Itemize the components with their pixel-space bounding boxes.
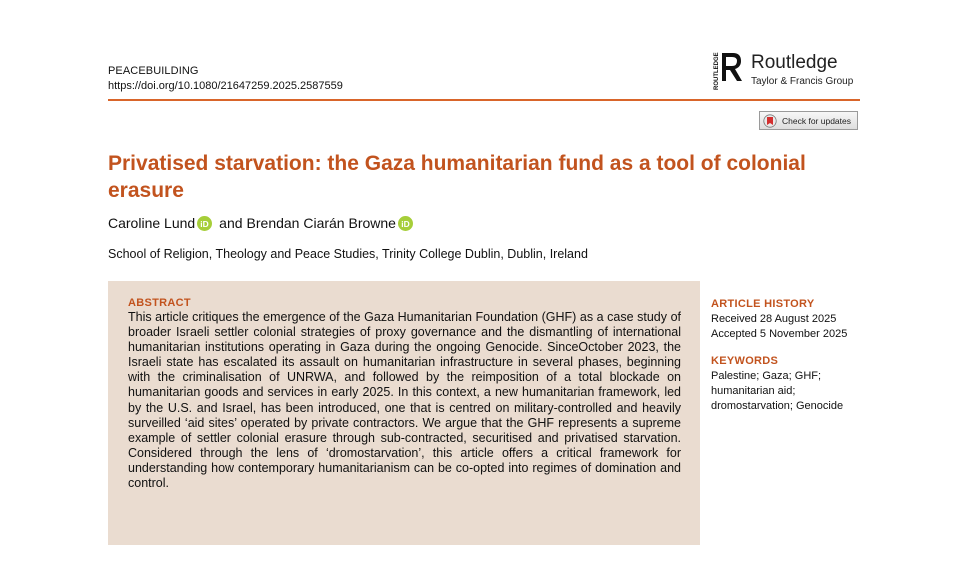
- header-divider: [108, 99, 860, 101]
- article-title: Privatised starvation: the Gaza humanitarian fund as a tool of colonial erasure: [108, 152, 806, 202]
- abstract-heading: ABSTRACT: [128, 297, 191, 309]
- received-date: Received 28 August 2025: [711, 313, 837, 326]
- publisher-group: Taylor & Francis Group: [751, 76, 854, 87]
- keywords-heading: KEYWORDS: [711, 354, 779, 367]
- accepted-date: Accepted 5 November 2025: [711, 328, 848, 341]
- author-name[interactable]: Caroline Lund: [108, 215, 196, 231]
- routledge-r-icon: [716, 50, 744, 92]
- keywords-line: Palestine; Gaza; GHF;: [711, 369, 822, 382]
- article-history-heading: ARTICLE HISTORY: [711, 298, 815, 310]
- journal-name: PEACEBUILDING: [108, 65, 199, 77]
- orcid-icon[interactable]: [398, 216, 413, 231]
- author-connector: and: [219, 215, 243, 231]
- crossmark-icon: [763, 114, 777, 128]
- orcid-icon[interactable]: [197, 216, 212, 231]
- abstract-body: This article critiques the emergence of the Gaza Humanitarian Foundation (GHF) as a case study of broader Israeli settler colonial strategies of proxy governance and the dismantling of international humanitarian institutions operating in Gaza during the ongoing Genocide. SinceOctober 2023, the Israeli state has escalated its assault on humanitarian infrastructure in several phases, beginning with the criminalisation of UNRWA, and followed by the reimposition of a total blockade on humanitarian goods and services in early 2025. In this context, a new humanitarian framework, led by the U.S. and Israel, has been introduced, one that is centred on military-controlled and heavily surveilled ‘aid sites’ operated by private contractors. We argue that the GHF represents a supreme example of settler colonial erasure through sub-contracted, securitised and privatised starvation. Considered through the lens of ‘dromostarvation’, this article offers a critical framework for understanding how contemporary humanitarianism can be co-opted into regimes of domination and control.: [128, 310, 681, 491]
- author-list: [108, 213, 416, 233]
- check-for-updates-button[interactable]: [759, 111, 858, 130]
- publisher-logo[interactable]: [716, 50, 866, 94]
- doi-link[interactable]: https://doi.org/10.1080/21647259.2025.2587559: [108, 80, 343, 92]
- journal-info: [108, 64, 343, 94]
- publisher-name: Routledge: [751, 52, 838, 73]
- article-sidebar: [711, 297, 871, 414]
- logo-vertical-text: ROUTLEDGE: [714, 52, 720, 90]
- spacer: [711, 343, 871, 354]
- keywords-line: humanitarian aid;: [711, 385, 796, 398]
- keywords-line: dromostarvation; Genocide: [711, 400, 844, 413]
- abstract-panel: [108, 281, 700, 545]
- author-name[interactable]: Brendan Ciarán Browne: [246, 215, 396, 231]
- svg-text:iD: iD: [401, 218, 410, 229]
- check-updates-label: Check for updates: [782, 115, 851, 126]
- svg-text:iD: iD: [200, 218, 209, 229]
- author-affiliation: School of Religion, Theology and Peace Studies, Trinity College Dublin, Dublin, Ireland: [108, 247, 588, 261]
